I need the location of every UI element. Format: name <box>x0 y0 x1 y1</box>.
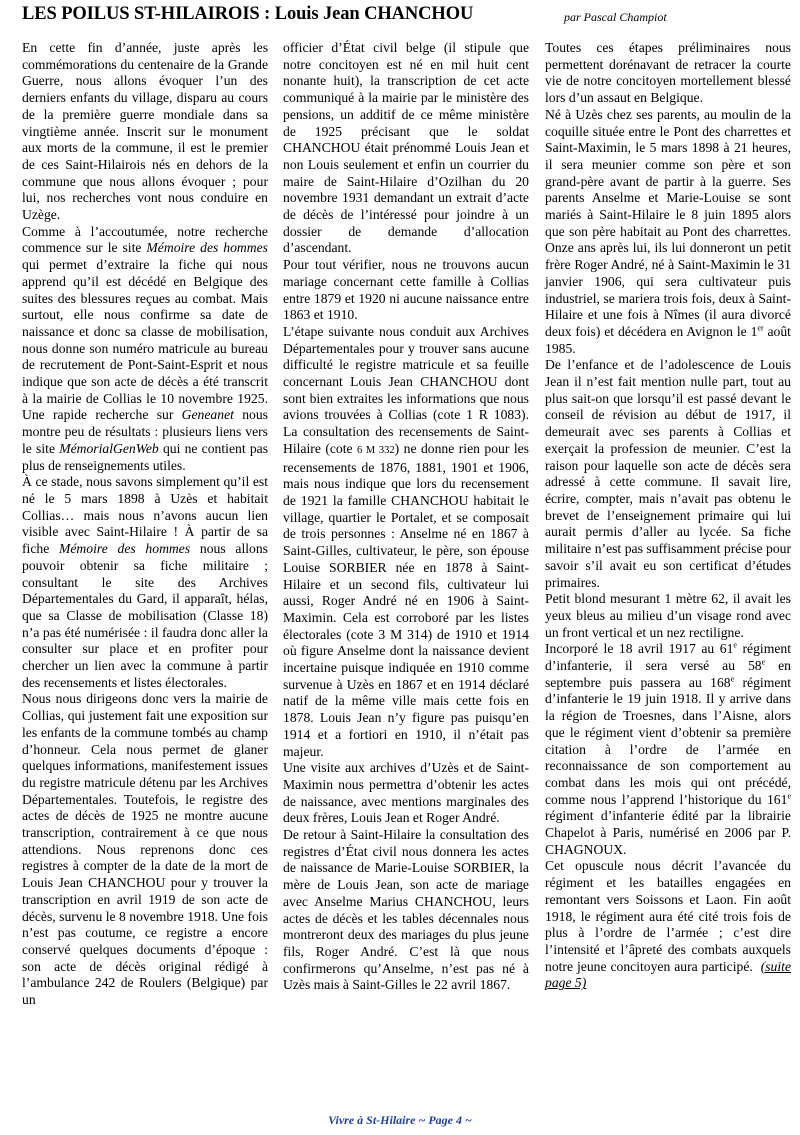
text-run: régiment d’infanterie, il sera versé au 58 <box>545 641 791 674</box>
superscript: e <box>761 657 766 667</box>
text-run: Comme à l’accoutumée, notre recherche commence sur le site <box>22 223 268 256</box>
text-run: À ce stade, nous savons simplement qu’il est né le 5 mars 1898 à Uzès et habitait Collias… mais nous n’avons aucun lien visible avec Saint-Hilaire ! À partir de sa fiche <box>22 474 268 557</box>
italic-text: Mémoire des hommes <box>59 541 191 557</box>
page-header <box>22 4 782 34</box>
small-text: 6 M 332 <box>357 444 395 456</box>
superscript: e <box>733 640 737 650</box>
article-title: LES POILUS ST-HILAIROIS : Louis Jean CHANCHOU <box>22 4 474 24</box>
continued-link[interactable]: (suite page 5) <box>545 958 791 991</box>
superscript: er <box>757 323 764 333</box>
text-run: régiment d’infanterie édité par la librairie Chapelot à Paris, numérisé en 2006 par P. CHAGNOUX. <box>545 808 791 857</box>
text-run: ) ne donne rien pour les recensements de 1876, 1881, 1901 et 1906, mais nous indique que lors du recensement de 1921 la famille CHANCHOU habitait le village, quartier le Portalet, et se composait de trois personnes : Anselme né en 1867 à Saint-Gilles, cultivateur, le père, son épouse Louise SORBIER née en 1878 à Saint-Hilaire et un second fils, cultivateur lui aussi, Roger André né en 1906 à Saint-Maximin. Cela est corroboré par les listes électorales (cote 3 M 314) de 1910 et 1914 où figure Anselme dont la naissance devient incertaine puisque indiquée en 1910 comme survenue à Uzès en 1867 et en 1914 déclaré natif de la même ville mais cette fois en 1878. Louis Jean n’y figure pas puisqu’en 1914 et a fortiori en 1910, il n’était pas majeur. <box>283 440 529 759</box>
column-2 <box>283 40 529 994</box>
text-run: Cet opuscule nous décrit l’avancée du régiment et les batailles engagées en remontant vers Soissons et Laon. Fin août 1918, le régiment aura été cité trois fois de plus à l’ordre de l’armée ; c’est dire l’intensité et l’âpreté des combats auxquels notre jeune concitoyen aura participé. <box>545 858 791 974</box>
article-author: par Pascal Champiot <box>564 10 667 24</box>
text-run: nous montre peu de résultats : plusieurs liens vers le site <box>22 407 268 456</box>
paragraph: De l’enfance et de l’adolescence de Louis Jean il n’est fait mention nulle part, tout au plus sait-on que lorsqu’il est passé devant le conseil de révision au début de 1917, il demeurait avec ses parents à Collias et exerçait la profession de meunier. C’est la raison pour laquelle son acte de décès sera adressé à cette commune. Il savait lire, écrire, compter, mais n’avait pas obtenu le brevet de l’enseignement primaire qui lui aurait permis d’aller au lycée. Sa fiche militaire n’est pas suffisamment précise pour savoir s’il avait eu son certificat d’études primaires. <box>545 357 791 590</box>
text-run: qui permet d’extraire la fiche qui nous apprend qu’il est décédé en Belgique des suites des blessures reçues au combat. Mais surtout, elle nous confirme sa date de naissance et donc sa classe de mobilisation, nous donne son numéro matricule au bureau de recrutement de Pont-Saint-Esprit et nous indique que son acte de décès a été transcrit à la mairie de Collias le 10 novembre 1925. Une rapide recherche sur <box>22 257 268 423</box>
text-run: nous allons pouvoir obtenir sa fiche militaire ; consultant le site des Archives Départementales du Gard, il apparaît, hélas, que sa Classe de mobilisation (Classe 18) n’a pas été numérisée : il faudra donc aller la consulter sur place et en profiter pour chercher un lien avec la commune à partir des recensements et listes électorales. <box>22 541 268 690</box>
text-run: août 1985. <box>545 323 791 356</box>
paragraph <box>545 858 791 992</box>
paragraph: Toutes ces étapes préliminaires nous permettent dorénavant de retracer la courte vie de notre concitoyen mortellement blessé lors d’un assaut en Belgique. <box>545 40 791 106</box>
paragraph <box>22 474 268 691</box>
text-run: Né à Uzès chez ses parents, au moulin de la coquille située entre le Pont des charrettes et Saint-Maximin, le 5 mars 1898 à 21 heures, il sera meunier comme son père et son grand-père avant de partir à la guerre. Ses parents Anselme et Marie-Louise se sont mariés à Saint-Hilaire le 8 juin 1895 alors que son père habitait au Pont des charrettes. Onze ans après lui, ils lui donneront un petit frère Roger André, né à Saint-Maximin le 31 janvier 1906, qui sera cultivateur puis industriel, se mariera trois fois, deux à Saint-Hilaire et une fois à Nîmes (il aura divorcé deux fois) et décédera en Avignon le 1 <box>545 106 791 339</box>
paragraph <box>22 224 268 475</box>
italic-text: Mémoire des hommes <box>146 240 268 256</box>
paragraph: Pour tout vérifier, nous ne trouvons aucun mariage concernant cette famille à Collias entre 1879 et 1920 ni aucune naissance entre 1863 et 1910. <box>283 257 529 323</box>
text-run: L’étape suivante nous conduit aux Archives Départementales pour y trouver sans aucune difficulté le registre matricule et sa feuille concernant Louis Jean CHANCHOU dont sont bien extraites les informations que nous avions trouvées à Collias (cote 1 R 1083). La consultation des recensements de Saint-Hilaire (cote <box>283 323 529 456</box>
paragraph <box>283 324 529 760</box>
italic-text: Geneanet <box>181 407 234 423</box>
paragraph <box>545 107 791 358</box>
text-run: qui ne contient pas plus de renseignements utiles. <box>22 440 269 473</box>
text-run: en septembre puis passera au 168 <box>545 658 791 690</box>
paragraph: Petit blond mesurant 1 mètre 62, il avait les yeux bleus au milieu d’un visage rond avec un front vertical et un nez rectiligne. <box>545 591 791 640</box>
italic-text: MémorialGenWeb <box>59 440 159 456</box>
column-1 <box>22 40 268 1009</box>
text-run: régiment d’infanterie le 19 juin 1918. Il y arrive dans la région de Troesnes, dans l’Aisne, alors que le régiment vient d’obtenir sa première citation à l’ordre de l’armée en reconnaissance de son comportement au combat dans les mois qui ont précédé, comme nous l’apprend l’historique du 161 <box>545 674 791 807</box>
paragraph: De retour à Saint-Hilaire la consultation des registres d’État civil nous donnera les actes de naissance de Marie-Louise SORBIER, la mère de Louis Jean, son acte de mariage avec Anselme Marius CHANCHOU, leurs actes de décès et les tables décennales nous montreront deux des mariages du plus jeune fils, Roger André. C’est là que nous confirmerons qu’Anselme, n’est pas né à Uzès mais à Saint-Gilles le 22 avril 1867. <box>283 827 529 993</box>
paragraph: officier d’État civil belge (il stipule que notre concitoyen est né en mil huit cent nonante huit), la transcription de cet acte communiqué à la mairie par le ministère des pensions, un additif de ce même ministère de 1925 précisant que le soldat CHANCHOU était prénommé Louis Jean et non Louis seulement et enfin un courrier du maire de Saint-Hilaire d’Ozilhan du 20 novembre 1931 demandant un extrait d’acte de décès de l’intéressé pour joindre à un dossier de demande d’allocation d’ascendant. <box>283 40 529 256</box>
column-3 <box>545 40 791 992</box>
paragraph: Nous nous dirigeons donc vers la mairie de Collias, qui justement fait une exposition sur les enfants de la commune tombés au champ d’honneur. Cela nous permet de glaner quelques informations, manifestement issues du registre matricule détenu par les Archives Départementales. Toutefois, le registre des actes de décès de 1925 ne montre aucune transcription, contrairement à ce que nous attendions. Nous reprenons donc ces registres à compter de la date de la mort de Louis Jean CHANCHOU pour y trouver la transcription en avril 1919 de son acte de décès, survenu le 8 novembre 1918. Une fois n’est pas coutume, ce registre a encore conservé quelques documents d’époque : son acte de décès original rédigé à l’ambulance 242 de Roulers (Belgique) par un <box>22 691 268 1008</box>
paragraph: Une visite aux archives d’Uzès et de Saint-Maximin nous permettra d’obtenir les actes de naissance, avec mentions marginales des deux frères, Louis Jean et Roger André. <box>283 760 529 826</box>
paragraph: En cette fin d’année, juste après les commémorations du centenaire de la Grande Guerre, nous allons évoquer l’un des derniers enfants du village, disparu au cours de la première guerre mondiale dans sa vingtième année. Inscrit sur le monument aux morts de la commune, il est le premier de ces Saint-Hilairois nés en dehors de la commune que nous allons évoquer ; pour lui, nos recherches vont nous conduire en Uzège. <box>22 40 268 223</box>
paragraph <box>545 641 791 858</box>
page-footer: Vivre à St-Hilaire ~ Page 4 ~ <box>328 1113 472 1127</box>
text-run: Incorporé le 18 avril 1917 au 61 <box>545 641 734 657</box>
superscript: e <box>730 674 735 684</box>
superscript: e <box>787 791 791 801</box>
